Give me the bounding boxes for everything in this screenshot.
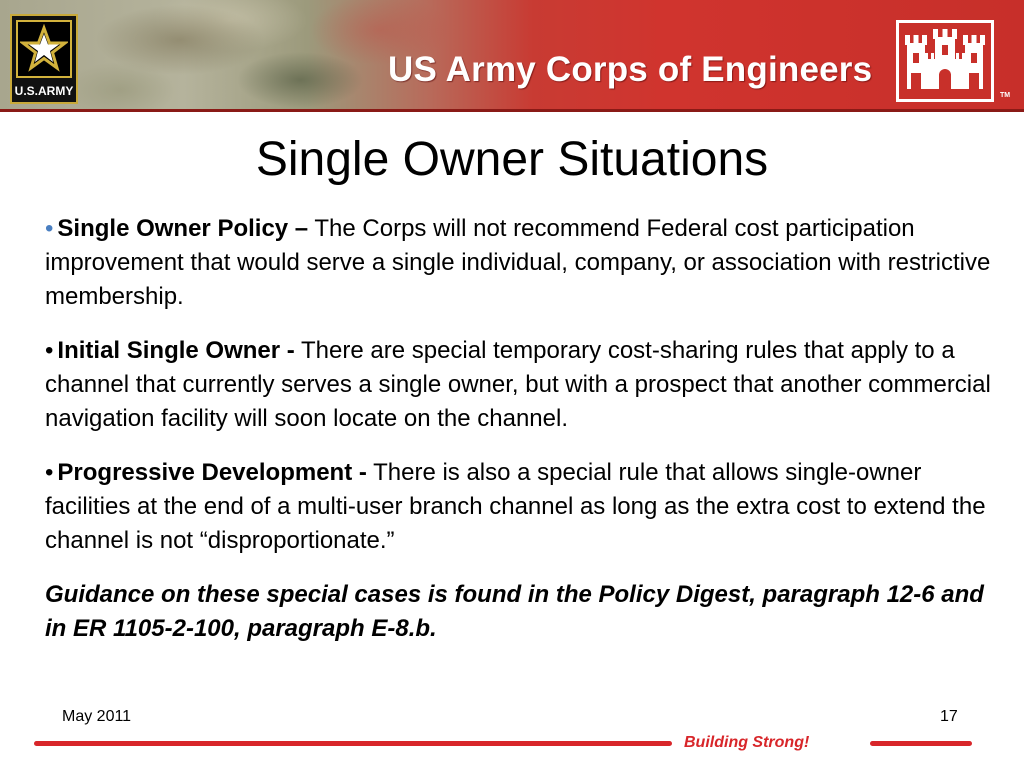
- bullet-text: The Corps will not recommend Federal cost participation improvement that would serve a single individual, company, or association with restrictive membership.: [45, 215, 991, 310]
- slide-title: Single Owner Situations: [255, 133, 769, 186]
- bullet-text: There is also a special rule that allows single-owner facilities at the end of a multi-user branch channel as long as the extra cost to extend the channel is not “disproportionate.”: [45, 459, 986, 554]
- bullet-text: There are special temporary cost-sharing rules that apply to a channel that currently serves a single owner, but with a prospect that another commercial navigation facility will soon locate on the channel.: [45, 337, 991, 432]
- footer-slogan: Building Strong!: [684, 734, 810, 751]
- bullet-single-owner-policy: [45, 212, 1005, 314]
- footer-divider-left: [34, 741, 672, 746]
- footer-divider-right: [870, 741, 972, 746]
- trademark-mark: TM: [1000, 92, 1011, 99]
- page-number: 17: [940, 708, 958, 725]
- bullet-heading: Initial Single Owner -: [57, 337, 295, 364]
- engineer-castle-icon: [896, 20, 994, 102]
- bullet-heading: Single Owner Policy –: [57, 215, 309, 242]
- bullet-heading: Progressive Development -: [57, 459, 367, 486]
- bullet-progressive-development: [45, 456, 1005, 558]
- bullet-marker: •: [45, 459, 54, 486]
- army-star-icon: [16, 20, 72, 78]
- slide-body: [45, 212, 1005, 646]
- bullet-marker: •: [45, 337, 54, 364]
- footer-date: May 2011: [62, 708, 132, 725]
- guidance-note: Guidance on these special cases is found in the Policy Digest, paragraph 12-6 and in ER 1105-2-100, paragraph E-8.b.: [45, 581, 984, 642]
- bullet-marker: •: [45, 215, 54, 242]
- banner-title: US Army Corps of Engineers: [388, 50, 873, 89]
- army-logo-text: U.S.ARMY: [14, 84, 74, 98]
- us-army-logo: [10, 14, 78, 104]
- header-banner: [0, 0, 1024, 112]
- bullet-initial-single-owner: [45, 334, 1005, 436]
